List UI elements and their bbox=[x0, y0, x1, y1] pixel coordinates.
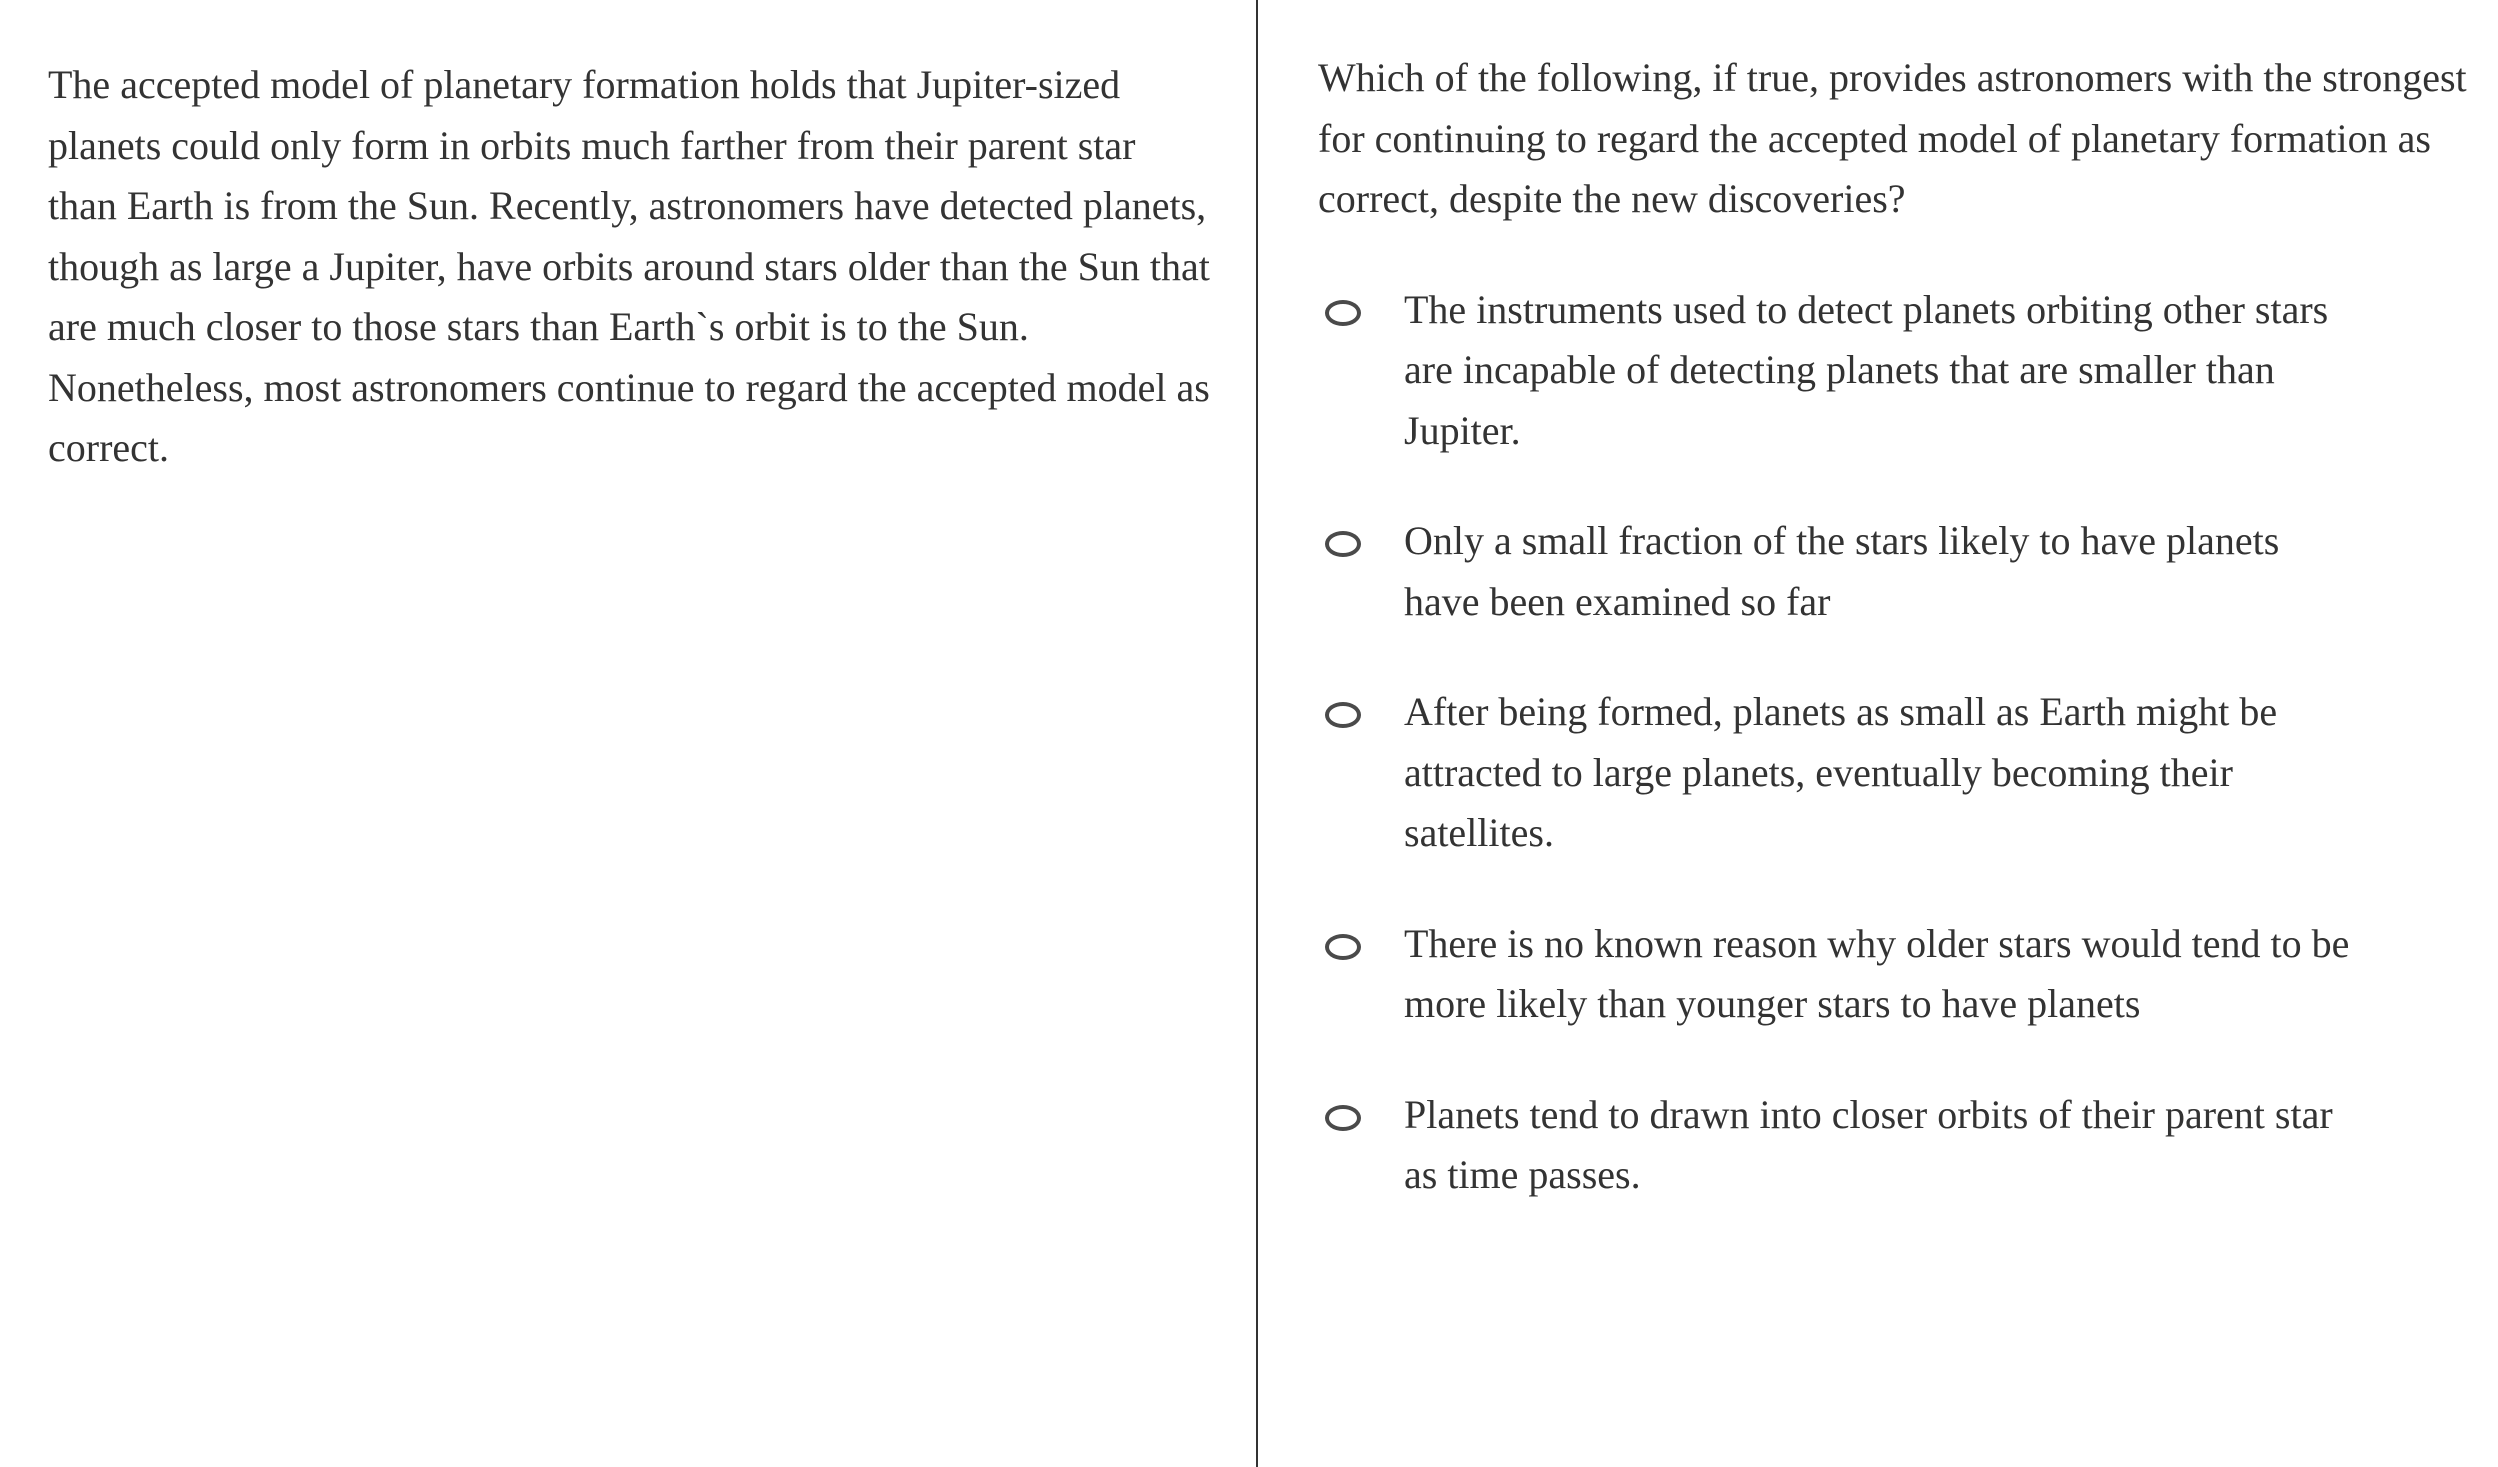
answer-option-label: Planets tend to drawn into closer orbits of their parent star as time passes. bbox=[1404, 1091, 2333, 1197]
question-pane bbox=[1258, 0, 2498, 1467]
radio-button-icon[interactable] bbox=[1325, 531, 1361, 557]
radio-button-icon[interactable] bbox=[1325, 1105, 1361, 1131]
question-stem: Which of the following, if true, provides astronomers with the strongest for continuing to regard the accepted model of planetary formation as correct, despite the new discoveries? bbox=[1318, 55, 2467, 221]
answer-options bbox=[1318, 280, 2478, 1206]
answer-option-e[interactable] bbox=[1318, 1085, 2478, 1206]
answer-option-d[interactable] bbox=[1318, 914, 2478, 1035]
answer-option-label: After being formed, planets as small as Earth might be attracted to large planets, eventually becoming their satellites. bbox=[1404, 689, 2278, 855]
answer-option-c[interactable] bbox=[1318, 682, 2478, 864]
answer-option-b[interactable] bbox=[1318, 511, 2478, 632]
radio-button-icon[interactable] bbox=[1325, 300, 1361, 326]
answer-option-label: The instruments used to detect planets orbiting other stars are incapable of detecting planets that are smaller than Jupiter. bbox=[1404, 286, 2329, 453]
radio-button-icon[interactable] bbox=[1325, 934, 1361, 960]
answer-option-label: There is no known reason why older stars would tend to be more likely than younger stars to have planets bbox=[1404, 920, 2350, 1026]
answer-option-label: Only a small fraction of the stars likely to have planets have been examined so far bbox=[1404, 518, 2280, 624]
passage-text: The accepted model of planetary formation holds that Jupiter-sized planets could only form in orbits much farther from their parent star than Earth is from the Sun. Recently, astronomers have detected planets, though as large a Jupiter, have orbits around stars older than the Sun that are much closer to those stars than Earth`s orbit is to the Sun. Nonetheless, most astronomers continue to regard the accepted model as correct. bbox=[48, 62, 1210, 470]
radio-button-icon[interactable] bbox=[1325, 702, 1361, 728]
answer-option-a[interactable] bbox=[1318, 280, 2478, 462]
